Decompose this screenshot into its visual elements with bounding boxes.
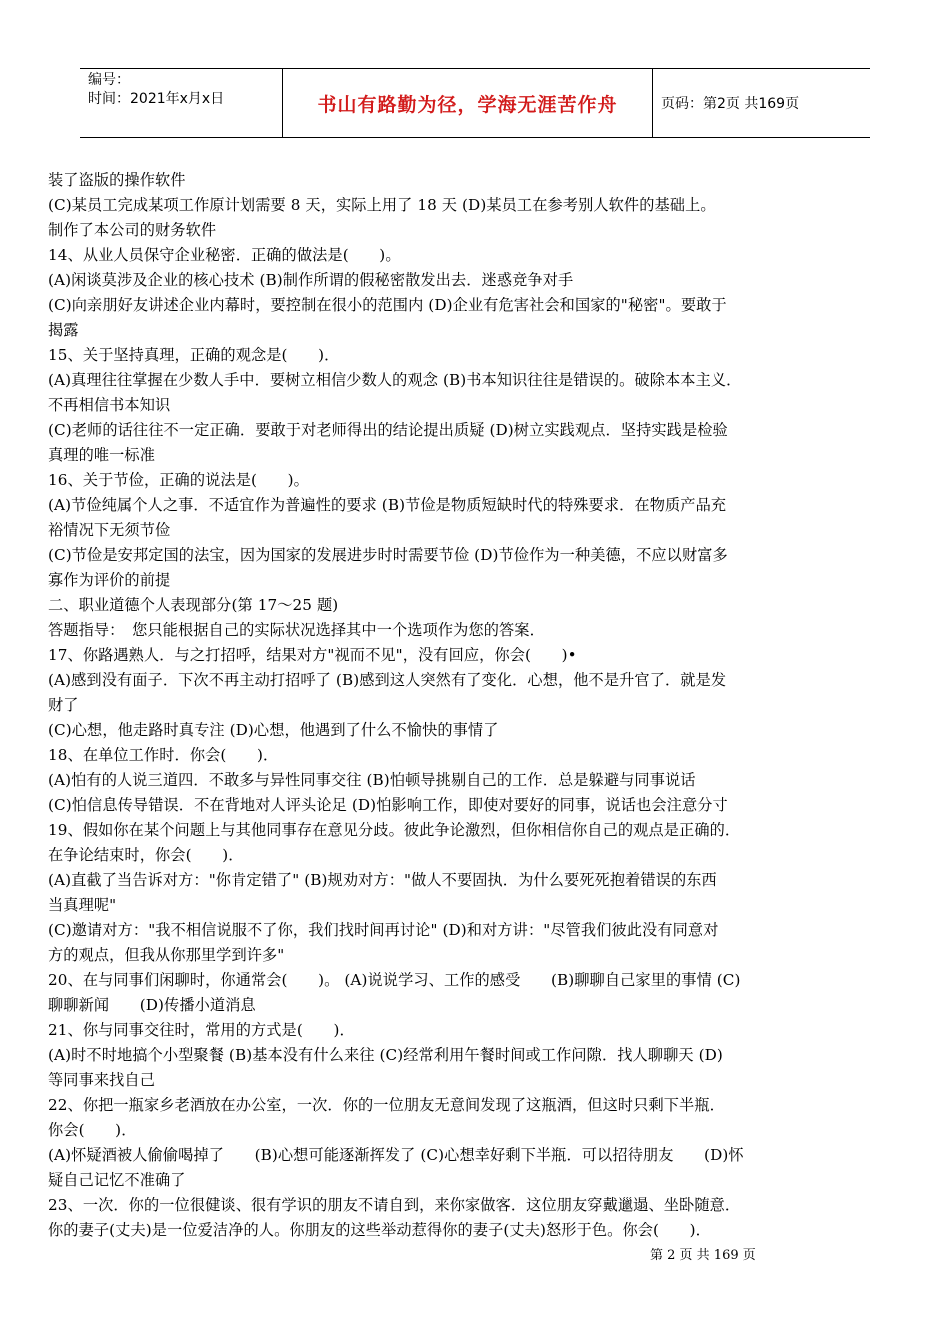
body-line: 你的妻子(丈夫)是一位爱洁净的人。你朋友的这些举动惹得你的妻子(丈夫)怒形于色。你会( )． — [48, 1221, 711, 1239]
header-page-code: 页码：第2页 共169页 — [661, 96, 800, 112]
body-line: 答题指导： 您只能根据自己的实际状况选择其中一个选项作为您的答案． — [48, 621, 545, 639]
body-line: 寡作为评价的前提 — [48, 571, 171, 589]
body-line: 疑自己记忆不准确了 — [48, 1171, 186, 1189]
body-line: 当真理呢" — [48, 896, 117, 914]
body-line: 裕情况下无须节俭 — [48, 521, 171, 539]
body-line: 22、你把一瓶家乡老酒放在办公室，一次．你的一位朋友无意间发现了这瓶酒，但这时只剩下半瓶． — [48, 1096, 725, 1114]
header-motto: 书山有路勤为径，学海无涯苦作舟 — [317, 93, 618, 116]
body-line: 15、关于坚持真理，正确的观念是( )． — [48, 346, 340, 364]
body-line: 等同事来找自己 — [48, 1071, 156, 1089]
page-footer: 第 2 页 共 169 页 — [650, 1248, 756, 1263]
body-line: (C)老师的话往往不一定正确．要敢于对老师得出的结论提出质疑 (D)树立实践观点．坚持实践是检验 — [48, 421, 728, 439]
page-header — [80, 68, 870, 138]
body-line: (C)心想，他走路时真专注 (D)心想，他遇到了什么不愉快的事情了 — [48, 721, 499, 739]
body-line: 聊聊新闻 (D)传播小道消息 — [48, 996, 256, 1014]
body-line: 在争论结束时，你会( )． — [48, 846, 244, 864]
body-line: 揭露 — [48, 321, 79, 339]
header-page-cell — [653, 69, 870, 137]
body-line: (C)节俭是安邦定国的法宝，因为国家的发展进步时时需要节俭 (D)节俭作为一种美德，不应以财富多 — [48, 546, 728, 564]
body-line: 17、你路遇熟人．与之打招呼，结果对方"视而不见"，没有回应，你会( )• — [48, 646, 577, 664]
body-line: (C)邀请对方："我不相信说服不了你，我们找时间再讨论" (D)和对方讲："尽管我们彼此没有同意对 — [48, 921, 719, 939]
body-line: (A)闲谈莫涉及企业的核心技术 (B)制作所谓的假秘密散发出去．迷惑竞争对手 — [48, 271, 574, 289]
body-line: 真理的唯一标准 — [48, 446, 156, 464]
body-line: 16、关于节俭，正确的说法是( )。 — [48, 471, 309, 489]
header-motto-cell — [283, 69, 653, 137]
body-line: (C)某员工完成某项工作原计划需要 8 天，实际上用了 18 天 (D)某员工在参考别人软件的基础上。 — [48, 196, 716, 214]
body-line: 二、职业道德个人表现部分(第 17～25 题) — [48, 596, 339, 614]
body-line: 23、一次．你的一位很健谈、很有学识的朋友不请自到，来你家做客．这位朋友穿戴邋遢、坐卧随意． — [48, 1196, 741, 1214]
body-line: (C)怕信息传导错误．不在背地对人评头论足 (D)怕影响工作，即使对要好的同事，说话也会注意分寸 — [48, 796, 728, 814]
body-line: 14、从业人员保守企业秘密．正确的做法是( )。 — [48, 246, 401, 264]
body-line: 20、在与同事们闲聊时，你通常会( )。 (A)说说学习、工作的感受 (B)聊聊自己家里的事情 (C) — [48, 971, 741, 989]
header-info-cell — [80, 69, 283, 137]
body-line: 你会( )． — [48, 1121, 137, 1139]
body-line: 方的观点，但我从你那里学到许多" — [48, 946, 285, 964]
body-line: (A)感到没有面子．下次不再主动打招呼了 (B)感到这人突然有了变化．心想，他不是升官了．就是发 — [48, 671, 727, 689]
document-body — [48, 168, 910, 1243]
body-line: (A)怕有的人说三道四．不敢多与异性同事交往 (B)怕顿导挑剔自己的工作．总是躲避与同事说话 — [48, 771, 696, 789]
body-line: (A)直截了当告诉对方："你肯定错了" (B)规劝对方："做人不要固执．为什么要死死抱着错误的东西 — [48, 871, 717, 889]
body-line: (A)怀疑酒被人偷偷喝掉了 (B)心想可能逐渐挥发了 (C)心想幸好剩下半瓶．可以招待朋友 (D)怀 — [48, 1146, 744, 1164]
body-line: 装了盗版的操作软件 — [48, 171, 186, 189]
body-line: 财了 — [48, 696, 79, 714]
body-line: (A)节俭纯属个人之事．不适宜作为普遍性的要求 (B)节俭是物质短缺时代的特殊要求．在物质产品充 — [48, 496, 727, 514]
document-date: 时间：2021年x月x日 — [88, 91, 225, 107]
body-line: 18、在单位工作时．你会( )． — [48, 746, 279, 764]
document-number-label: 编号： — [88, 72, 130, 88]
body-line: (A)时不时地搞个小型聚餐 (B)基本没有什么来往 (C)经常利用午餐时间或工作问隙．找人聊聊天 (D) — [48, 1046, 723, 1064]
body-line: 21、你与同事交往时，常用的方式是( )． — [48, 1021, 355, 1039]
body-line: (C)向亲朋好友讲述企业内幕时，要控制在很小的范围内 (D)企业有危害社会和国家的"秘密"。要敢于 — [48, 296, 727, 314]
body-line: 不再相信书本知识 — [48, 396, 171, 414]
body-line: (A)真理往往掌握在少数人手中．要树立相信少数人的观念 (B)书本知识往往是错误的。破除本本主义． — [48, 371, 742, 389]
body-line: 19、假如你在某个问题上与其他同事存在意见分歧。彼此争论激烈，但你相信你自己的观点是正确的． — [48, 821, 741, 839]
body-line: 制作了本公司的财务软件 — [48, 221, 217, 239]
